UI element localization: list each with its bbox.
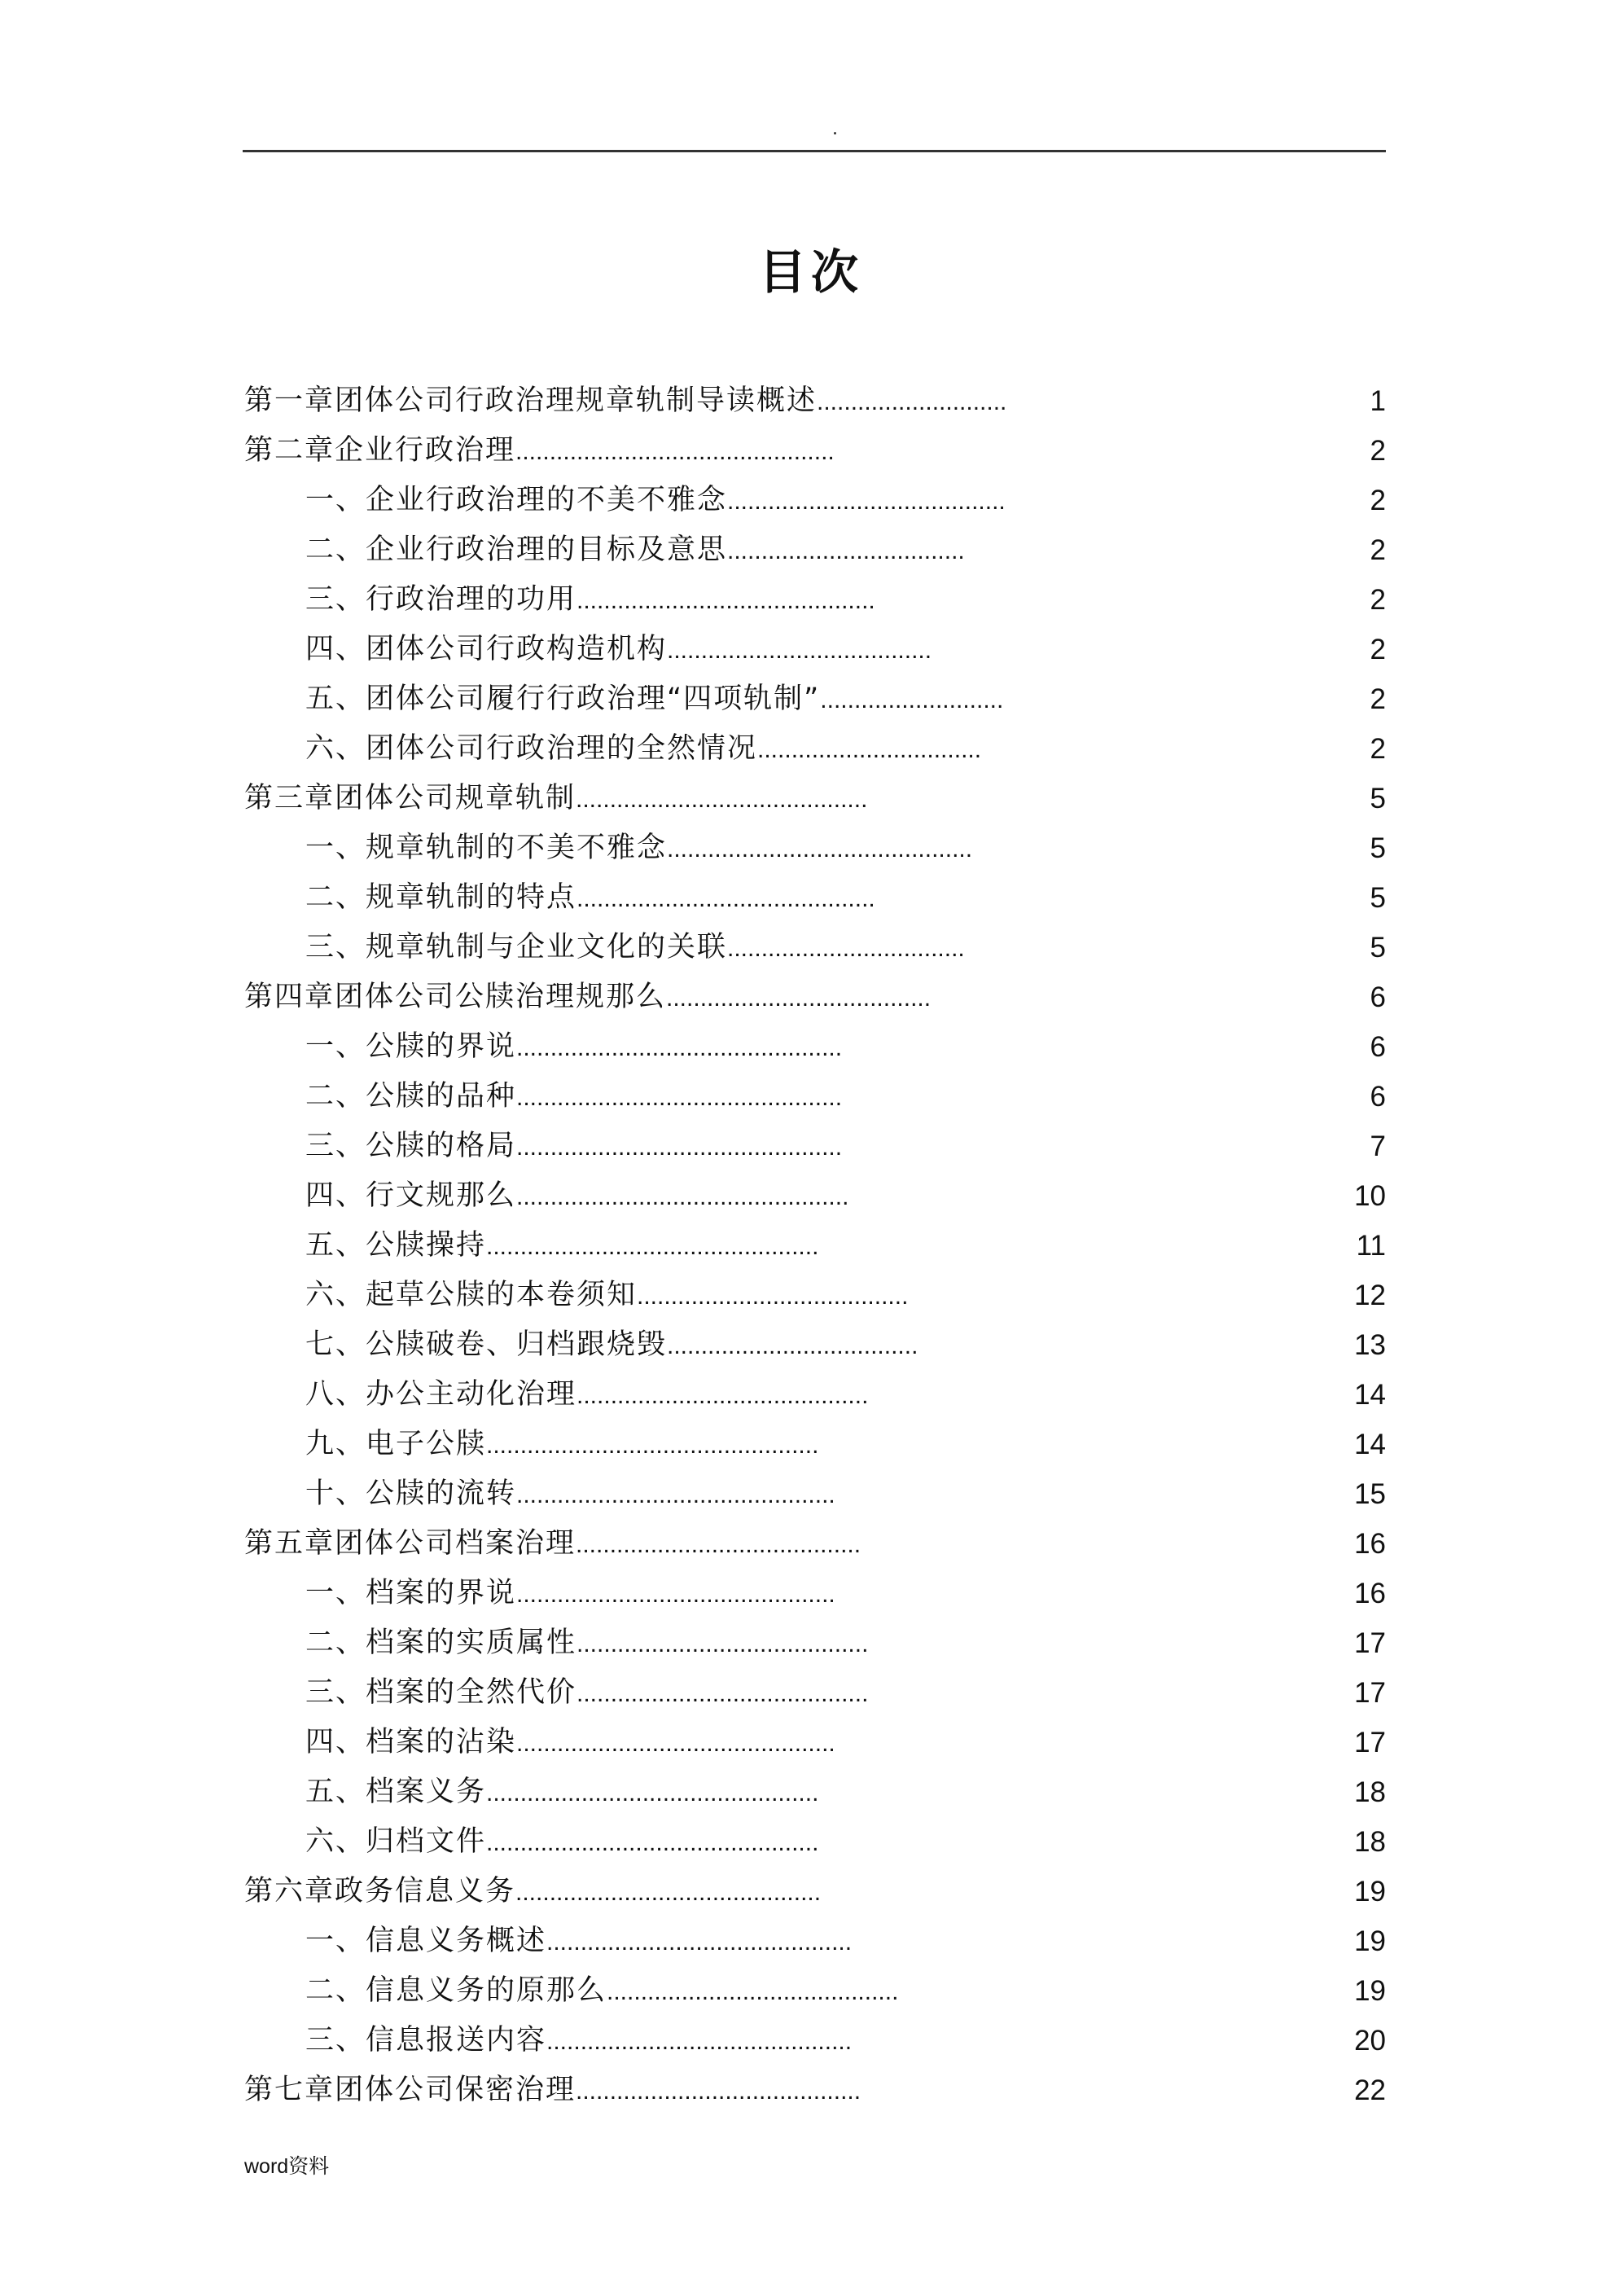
toc-section-entry[interactable] [244,1966,1386,2016]
toc-chapter-entry[interactable] [244,774,1386,823]
toc-dot-leader: .......................................... [576,2078,861,2105]
toc-page-number: 13 [1354,1329,1386,1361]
toc-entry-title: 一、信息义务概述 [305,1925,547,1957]
toc-page-number: 2 [1370,634,1386,665]
toc-dot-leader: ........................................... [576,1382,869,1409]
toc-dot-leader: ............................ [817,389,1007,415]
toc-entry-title: 四、团体公司行政构造机构 [305,633,668,665]
toc-section-entry[interactable] [244,1916,1386,1966]
toc-page-number: 20 [1354,2025,1386,2057]
toc-entry-title: 一、规章轨制的不美不雅念 [305,832,668,864]
toc-page-number: 17 [1354,1677,1386,1709]
toc-section-entry[interactable] [244,923,1386,972]
toc-entry-title: 五、档案义务 [305,1776,487,1808]
toc-page-number: 10 [1354,1180,1386,1212]
toc-dot-leader: ................................................ [516,1034,843,1061]
toc-section-entry[interactable] [244,2016,1386,2066]
toc-entry-title: 二、档案的实质属性 [305,1627,577,1659]
toc-dot-leader: ..................................... [667,1332,918,1359]
toc-page-number: 2 [1370,683,1386,715]
toc-section-entry[interactable] [244,1767,1386,1817]
toc-page-number: 19 [1354,1975,1386,2007]
toc-entry-title: 二、公牍的品种 [305,1080,517,1113]
toc-dot-leader: .......................................... [576,1531,861,1558]
toc-page-number: 5 [1370,882,1386,914]
toc-section-entry[interactable] [244,1072,1386,1122]
toc-entry-title: 三、行政治理的功用 [305,583,577,616]
toc-entry-title: 十、公牍的流转 [305,1477,517,1510]
toc-page-number: 11 [1356,1230,1386,1262]
toc-section-entry[interactable] [244,625,1386,674]
toc-entry-title: 三、档案的全然代价 [305,1676,577,1709]
toc-entry-title: 二、规章轨制的特点 [305,881,577,914]
toc-page-number: 5 [1370,832,1386,864]
toc-page-number: 5 [1370,783,1386,814]
toc-section-entry[interactable] [244,823,1386,873]
toc-dot-leader: ........................................... [576,786,868,813]
toc-chapter-entry[interactable] [244,1519,1386,1569]
toc-entry-title: 第六章政务信息义务 [244,1875,516,1907]
toc-section-entry[interactable] [244,1221,1386,1271]
toc-entry-title: 九、电子公牍 [305,1428,487,1460]
toc-dot-leader: ............................................ [576,885,875,912]
toc-page-number: 19 [1354,1925,1386,1957]
toc-section-entry[interactable] [244,1569,1386,1618]
toc-section-entry[interactable] [244,1817,1386,1867]
toc-entry-title: 三、信息报送内容 [305,2024,547,2057]
toc-section-entry[interactable] [244,1320,1386,1370]
toc-entry-title: 第二章企业行政治理 [244,434,516,467]
table-of-contents [244,376,1386,2115]
toc-dot-leader: ........................................ [637,1283,909,1310]
toc-entry-title: 第四章团体公司公牍治理规那么 [244,981,667,1013]
toc-entry-title: 二、信息义务的原那么 [305,1974,607,2007]
toc-chapter-entry[interactable] [244,972,1386,1022]
toc-dot-leader: ................................................. [486,1829,819,1856]
toc-page-number: 19 [1354,1876,1386,1907]
toc-section-entry[interactable] [244,1122,1386,1171]
toc-entry-title: 八、办公主动化治理 [305,1378,577,1411]
toc-dot-leader: ........................................... [576,1680,869,1707]
toc-page-number: 2 [1370,733,1386,765]
toc-dot-leader: ................................... [727,538,965,564]
toc-section-entry[interactable] [244,1668,1386,1718]
toc-entry-title: 三、公牍的格局 [305,1130,517,1162]
toc-entry-title: 六、归档文件 [305,1825,487,1858]
toc-page-number: 14 [1354,1429,1386,1460]
toc-section-entry[interactable] [244,1022,1386,1072]
toc-dot-leader: ............................................... [516,1730,835,1757]
toc-dot-leader: ................................................. [516,1183,849,1210]
toc-dot-leader: ................................................. [486,1233,819,1260]
toc-entry-title: 六、起草公牍的本卷须知 [305,1279,638,1311]
toc-page-number: 5 [1370,932,1386,964]
toc-dot-leader: ............................................. [546,2028,853,2055]
toc-dot-leader: ....................................... [667,637,932,664]
toc-page-number: 2 [1370,584,1386,616]
toc-dot-leader: ................................. [757,736,982,763]
toc-entry-title: 六、团体公司行政治理的全然情况 [305,732,758,765]
header-mark: . [832,119,838,139]
toc-page-number: 12 [1354,1280,1386,1311]
toc-section-entry[interactable] [244,1618,1386,1668]
toc-entry-title: 一、企业行政治理的不美不雅念 [305,484,728,516]
toc-page-number: 18 [1354,1776,1386,1808]
toc-section-entry[interactable] [244,476,1386,525]
toc-page-number: 6 [1370,981,1386,1013]
toc-section-entry[interactable] [244,724,1386,774]
toc-page-number: 16 [1354,1578,1386,1609]
toc-section-entry[interactable] [244,1469,1386,1519]
toc-chapter-entry[interactable] [244,1867,1386,1916]
toc-section-entry[interactable] [244,575,1386,625]
toc-dot-leader: ................................................. [486,1432,819,1459]
toc-page-number: 2 [1370,435,1386,467]
toc-entry-title: 一、档案的界说 [305,1577,517,1609]
toc-section-entry[interactable] [244,873,1386,923]
toc-section-entry[interactable] [244,1271,1386,1320]
toc-entry-title: 四、行文规那么 [305,1179,517,1212]
toc-dot-leader: ........................... [820,687,1004,713]
toc-section-entry[interactable] [244,525,1386,575]
toc-section-entry[interactable] [244,1171,1386,1221]
toc-entry-title: 三、规章轨制与企业文化的关联 [305,931,728,964]
toc-section-entry[interactable] [244,674,1386,724]
toc-page-number: 6 [1370,1081,1386,1113]
toc-page-number: 14 [1354,1379,1386,1411]
toc-page-number: 15 [1354,1478,1386,1510]
toc-section-entry[interactable] [244,1718,1386,1767]
toc-dot-leader: ............................................. [667,836,973,863]
toc-section-entry[interactable] [244,1370,1386,1420]
toc-entry-title: 四、档案的沾染 [305,1726,517,1758]
toc-dot-leader: ........................................... [607,1978,899,2005]
toc-entry-title: 二、企业行政治理的目标及意思 [305,533,728,566]
toc-dot-leader: ......................................... [727,488,1006,515]
toc-dot-leader: ............................................... [516,1482,835,1508]
toc-dot-leader: ............................................... [516,1581,835,1608]
toc-dot-leader: ........................................... [576,1631,869,1657]
toc-dot-leader: ............................................ [576,587,875,614]
toc-section-entry[interactable] [244,1420,1386,1469]
toc-page-number: 1 [1370,385,1386,417]
toc-page-number: 17 [1354,1627,1386,1659]
toc-page-number: 6 [1370,1031,1386,1063]
toc-page-number: 7 [1370,1130,1386,1162]
toc-dot-leader: ............................................. [546,1929,853,1956]
toc-entry-title: 第一章团体公司行政治理规章轨制导读概述 [244,384,818,417]
toc-entry-title: 第七章团体公司保密治理 [244,2074,576,2106]
toc-page-number: 18 [1354,1826,1386,1858]
toc-entry-title: 五、公牍操持 [305,1229,487,1262]
header-rule [243,150,1386,152]
toc-dot-leader: ............................................. [515,1879,822,1906]
toc-dot-leader: ............................................... [515,438,835,465]
toc-entry-title: 五、团体公司履行行政治理“四项轨制” [305,683,821,715]
toc-chapter-entry[interactable] [244,376,1386,426]
toc-dot-leader: ................................... [727,935,965,962]
toc-dot-leader: ................................................ [516,1134,843,1161]
toc-entry-title: 七、公牍破卷、归档跟烧毁 [305,1328,668,1361]
toc-dot-leader: ....................................... [666,985,932,1012]
toc-dot-leader: ................................................ [516,1084,843,1111]
toc-entry-title: 第三章团体公司规章轨制 [244,782,576,814]
toc-entry-title: 一、公牍的界说 [305,1030,517,1063]
toc-entry-title: 第五章团体公司档案治理 [244,1527,576,1560]
toc-chapter-entry[interactable] [244,2066,1386,2115]
toc-page-number: 2 [1370,485,1386,516]
toc-page-number: 17 [1354,1727,1386,1758]
toc-page-number: 22 [1354,2074,1386,2106]
page-title: 目次 [758,244,863,300]
toc-page-number: 2 [1370,534,1386,566]
toc-chapter-entry[interactable] [244,426,1386,476]
toc-page-number: 16 [1354,1528,1386,1560]
toc-dot-leader: ................................................. [486,1780,819,1807]
page-footer: word资料 [244,2155,330,2178]
